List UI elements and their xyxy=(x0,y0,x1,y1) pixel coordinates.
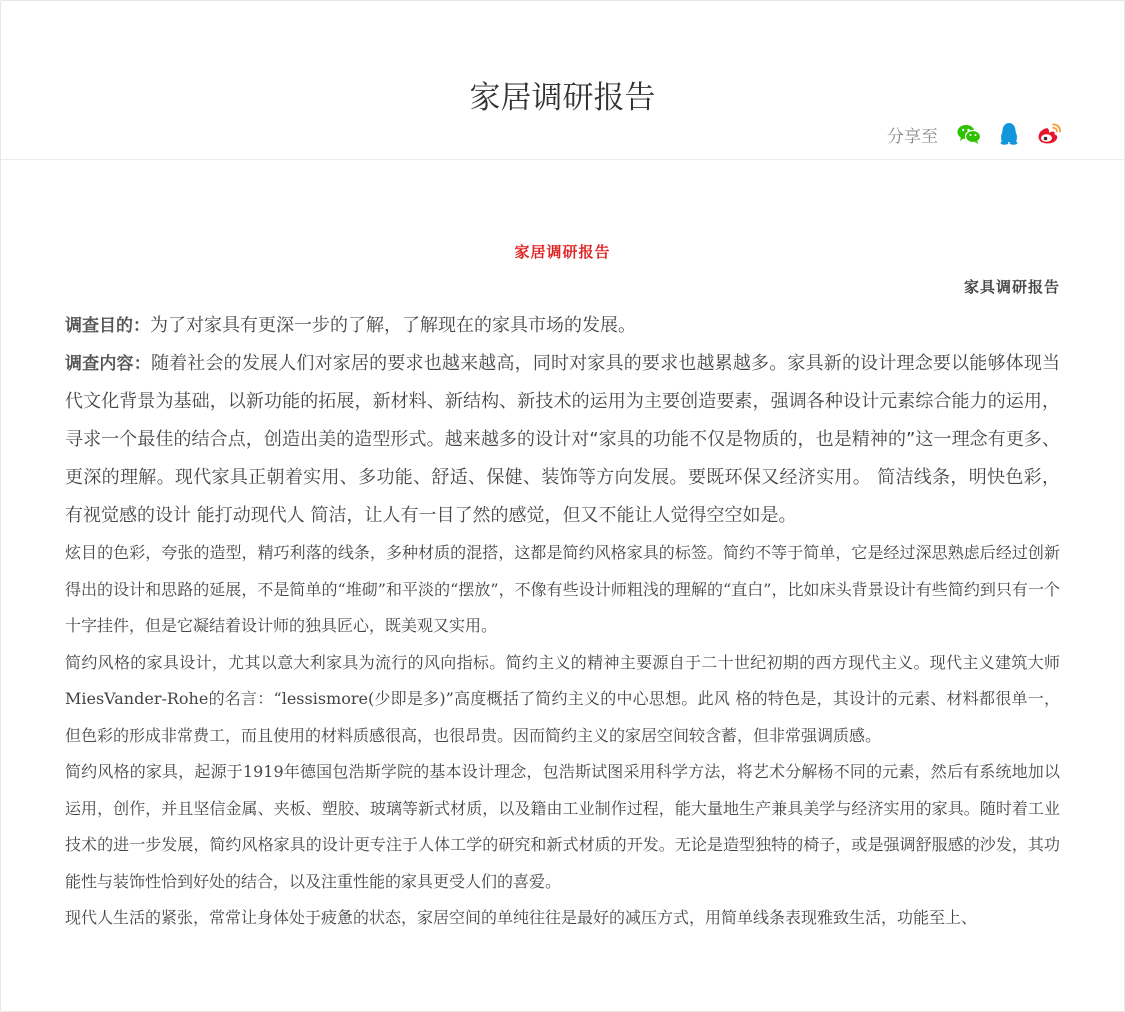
article-right-title: 家具调研报告 xyxy=(963,278,1060,296)
qq-icon[interactable] xyxy=(996,121,1022,147)
purpose-paragraph xyxy=(65,307,1060,345)
content-text: 随着社会的发展人们对家居的要求也越来越高，同时对家具的要求也越累越多。家具新的设计理念要以能够体现当代文化背景为基础，以新功能的拓展，新材料、新结构、新技术的运用为主要创造要素，强调各种设计元素综合能力的运用，寻求一个最佳的结合点，创造出美的造型形式。越来越多的设计对“家具的功能不仅是物质的，也是精神的”这一理念有更多、更深的理解。现代家具正朝着实用、多功能、舒适、保健、装饰等方向发展。要既环保又经济实用。 简洁线条，明快色彩，有视觉感的设计 能打动现代人 简洁，让人有一目了然的感觉，但又不能让人觉得空空如是。 xyxy=(65,353,1061,526)
page-title: 家居调研报告 xyxy=(469,79,656,116)
wechat-icon[interactable] xyxy=(956,121,982,147)
share-bar xyxy=(887,121,1062,147)
document-header xyxy=(1,1,1124,160)
purpose-label: 调查目的： xyxy=(65,316,150,336)
share-label: 分享至 xyxy=(887,126,938,147)
purpose-text: 为了对家具有更深一步的了解，了解现在的家具市场的发展。 xyxy=(150,315,636,336)
weibo-icon[interactable] xyxy=(1036,121,1062,147)
article-body xyxy=(65,241,1060,937)
content-label: 调查内容： xyxy=(65,354,151,374)
paragraph-3: 简约风格的家具，起源于1919年德国包浩斯学院的基本设计理念，包浩斯试图采用科学方法，将艺术分解杨不同的元素，然后有系统地加以运用，创作，并且坚信金属、夹板、塑胶、玻璃等新式材质，以及籍由工业制作过程，能大量地生产兼具美学与经济实用的家具。随时着工业技术的进一步发展，简约风格家具的设计更专注于人体工学的研究和新式材质的开发。无论是造型独特的椅子，或是强调舒服感的沙发，其功能性与装饰性恰到好处的结合，以及注重性能的家具更受人们的喜爱。 xyxy=(65,762,1060,891)
paragraph-2: 简约风格的家具设计，尤其以意大利家具为流行的风向指标。简约主义的精神主要源自于二十世纪初期的西方现代主义。现代主义建筑大师MiesVander-Rohe的名言：“lessismore(少即是多)”高度概括了简约主义的中心思想。此风 格的特色是，其设计的元素、材料都很单一，但色彩的形成非常费工，而且使用的材料质感很高，也很昂贵。因而简约主义的家居空间较含蓄，但非常强调质感。 xyxy=(65,652,1060,745)
article-red-title: 家居调研报告 xyxy=(514,243,611,261)
content-paragraph xyxy=(65,345,1060,535)
paragraph-4: 现代人生活的紧张，常常让身体处于疲惫的状态，家居空间的单纯往往是最好的减压方式，用简单线条表现雅致生活，功能至上、 xyxy=(65,908,978,927)
paragraph-1: 炫目的色彩，夸张的造型，精巧利落的线条，多种材质的混搭，这都是简约风格家具的标签。简约不等于简单，它是经过深思熟虑后经过创新得出的设计和思路的延展，不是简单的“堆砌”和平淡的“摆放”，不像有些设计师粗浅的理解的“直白”，比如床头背景设计有些简约到只有一个十字挂件，但是它凝结着设计师的独具匠心，既美观又实用。 xyxy=(65,543,1060,635)
